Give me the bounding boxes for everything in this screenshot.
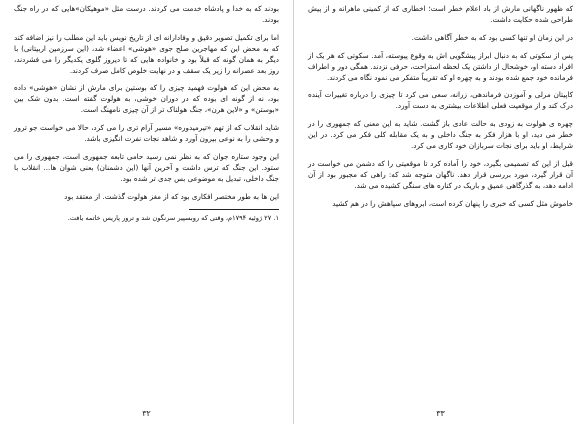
paragraph: این ها به طور مختصر افکاری بود که از مغز هولوت گذشت. از معتقد بود [64,191,279,201]
left-page [0,0,293,424]
paragraph: پس از سکوتی که به دنبال ابراز پیشگویی اش به وقوع پیوسته، آمد. سکوتی که هر یک از افراد دسته او، خوشحال از داشتن یک لحظه استراحت، حرفی نزدند. همگی دور و اطراف فرمانده خود جمع شده بودند و به چهره او که تقریباً متفکر می نمود نگاه می کردند. [308,50,573,82]
paragraph: که ظهور ناگهانی مارش از باد اعلام خطر است؛ اخطاری که از کمینی ماهرانه و از پیش طراحی شده حکایت داشت. [308,4,573,24]
paragraph: قبل از این که تصمیمی بگیرد، خود را آماده کرد تا موقعیتی را که دشمن می خواست در آن قرار گیرد، مورد بررسی قرار دهد. ناگهان متوجه شد که: راهی که مجبور بود از آن ادامه دهد، به گذرگاهی عمیق و باریک در کناره های سنگی کشیده می شد. [308,158,573,190]
paragraph: کاپیتان مرلی و آموزدن فرماندهی، زرانه، سعی می کرد تا چیزی را درباره تغییرات آینده درک کند و از موقعیت فعلی اطلاعات بیشتری به دست آورد. [308,90,573,111]
paragraph: این وجود ستاره جوان که به نظر نمی رسید حامی تابعه جمهوری است، جمهوری را می ستود. این جنگ که ترس داشت و آخرین آنها (این دشمنان) بعنی شوان ها... انقلاب با جنگ داخلی، تبدیل به موضوعی بس جدی تر شده بود. [14,151,279,183]
paragraph: شاید انقلاب که از تهم «تیرمیدوره» مسیر آرام تری را می کرد، حالا می خواست جو ترور و وحشی را به نوعی بیرون آورد و شاهد نجات نفرت انگیزی باشد. [14,123,279,144]
paragraph: اما برای تکمیل تصویر دقیق و وفادارانه ای از تاریخ نویس باید این مطلب را نیز اضافه کند که به محض این که مهاجرین صلح جوی «هوشی» اعضاء شد، (این سرزمین اربیتانی) با دیگر به همان گونه که قبلاً بود و خانواده هایی که تا دیروز گلوی یکدیگر را می فشردند، روز بعد عصرانه را زیر یک سقف و در نهایت خلوص کامل صرف کردند. [14,32,279,75]
page-number: ۳۳ [436,409,445,418]
paragraph: به محض این که هولوت فهمید چیزی را که بوستین برای مارش از نشان «هوشی» داده بود، نه از گونه ای بوده که در دوران خوشی، به هولوت گفته است. بدون شک بین «بوستن» و «لاین هرن»، جنگ هولناک تر از آن چیزی نامهنگ است. [14,83,279,115]
paragraph: بودند که به خدا و پادشاه خدمت می کردند. درست مثل «موهیکان»هایی که در راه جنگ بودند. [14,4,279,24]
footnote-divider [189,209,279,210]
right-page-body [308,4,573,402]
paragraph: در این زمان او تنها کسی بود که به خطر آگاهی داشت. [411,32,573,42]
footnote: ۱. ۲۷ ژوئیه ۱۷۹۴م، وقتی که روبسپیر سرنگون شد و ترور پاریس خاتمه یافت. [67,213,279,222]
paragraph: خاموش مثل کسی که خبری را پنهان کرده است، ابروهای سپاهش را در هم کشید [332,198,573,208]
paragraph: چهره ی هولوت به زودی به حالت عادی باز گشت. شاید به این معنی که جمهوری را در خطر می دید، او با هزار فکر به جنگ داخلی و به یک مقابله کلی فکر می کرد. در این شرایط، او باید برای نجات سربازان خود کاری می کرد. [308,119,573,151]
right-page [294,0,587,424]
page-number: ۳۲ [142,409,151,418]
left-page-body [14,4,279,402]
